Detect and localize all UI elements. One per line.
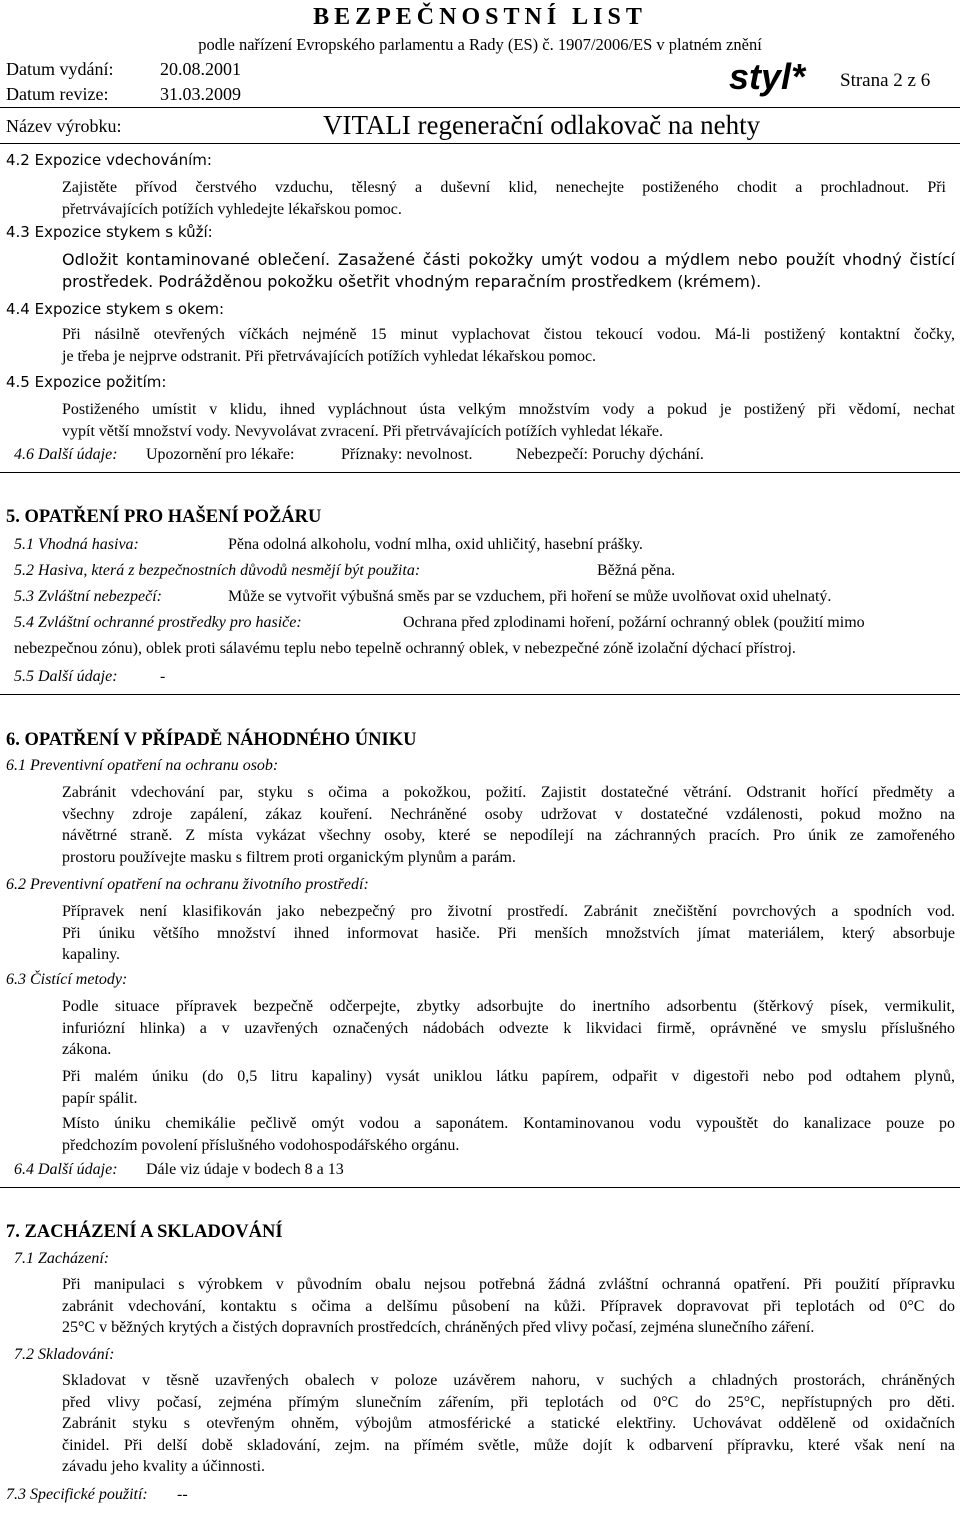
- text-4-3: Odložit kontaminované oblečení. Zasažené části pokožky umýt vodou a mýdlem nebo použít vhodný čistící prostředek. Podrážděnou pokožku ošetřit vhodným reparačním prostředkem (krémem).: [62, 250, 955, 291]
- product-name-label: Název výrobku:: [6, 116, 122, 136]
- value-5-5: -: [160, 668, 166, 685]
- heading-7-1: 7.1 Zacházení:: [14, 1250, 110, 1267]
- revision-date-value: 31.03.2009: [160, 84, 241, 104]
- product-name: VITALI regenerační odlakovač na nehty: [323, 110, 761, 140]
- heading-7-2: 7.2 Skladování:: [14, 1346, 115, 1363]
- section-divider: [0, 694, 960, 695]
- heading-4-5: 4.5 Expozice požitím:: [6, 373, 167, 391]
- text-4-5: Postiženého umístit v klidu, ihned vypláchnout ústa velkým množstvím vody a pokud je postižený při vědomí, nechat vypít větší množství vody. Nevyvolávat zvracení. Při přetrvávajících potížích vyhledat lékaře.: [62, 401, 955, 440]
- heading-4-2: 4.2 Expozice vdechováním:: [6, 151, 212, 169]
- heading-5-1: 5.1 Vhodná hasiva:: [14, 536, 139, 553]
- text-6-3-method: Podle situace přípravek bezpečně odčerpejte, zbytky adsorbujte do inertního adsorbentu (štěrkový písek, vermikulit, infuriózní hlinka) a v uzavřených označených nádobách odvezte k likvidaci firmě, oprávněné ve smyslu příslušného zákona.: [62, 998, 955, 1058]
- value-4-6-danger: Nebezpečí: Poruchy dýchání.: [516, 446, 704, 463]
- value-5-4-second-line: nebezpečnou zónu), oblek proti sálavému teplu nebo tepelně ochranný oblek, v nebezpečné zóně izolační dýchací přístroj.: [14, 640, 796, 657]
- text-6-1: Zabránit vdechování par, styku s očima a pokožkou, požití. Zajistit dostatečné větrání. Odstranit hořící předměty a všechny zdroje zapálení, zákaz kouření. Nechráněné osoby udržovat v dostatečné vzdálenosti, pokud možno na návětrné straně. Z místa vykázat všechny osoby, které se nepodílejí na záchranných pracích. Pro únik ze zamořeného prostoru používejte masku s filtrem proti organickým plynům a parám.: [62, 784, 955, 866]
- text-6-3-small-spill: Při malém úniku (do 0,5 litru kapaliny) vysát uniklou látku papírem, odpařit v digestoři nebo pod odtahem plynů, papír spálit.: [62, 1068, 955, 1107]
- heading-6-2: 6.2 Preventivní opatření na ochranu životního prostředí:: [6, 876, 369, 893]
- heading-4-4: 4.4 Expozice stykem s okem:: [6, 300, 225, 318]
- heading-6-4: 6.4 Další údaje:: [14, 1161, 118, 1178]
- page-indicator: Strana 2 z 6: [840, 70, 931, 91]
- value-5-3: Může se vytvořit výbušná směs par se vzduchem, při hoření se může uvolňovat oxid uhelnatý.: [228, 588, 832, 605]
- issue-date-label: Datum vydání:: [6, 59, 114, 79]
- value-5-1: Pěna odolná alkoholu, vodní mlha, oxid uhličitý, hasební prášky.: [228, 536, 643, 553]
- section-divider: [0, 472, 960, 473]
- heading-5-2: 5.2 Hasiva, která z bezpečnostních důvodů nesmějí být použita:: [14, 562, 421, 579]
- text-7-1: Při manipulaci s výrobkem v původním obalu nejsou potřebná žádná zvláštní ochranná opatření. Při použití přípravku zabránit vdechování, kontaktu s očima a delšímu působení na kůži. Přípravek dopravovat při teplotách od 0°C do 25°C v běžných krytých a čistých dopravních prostředcích, chráněných před vlivy počasí, zejména slunečního záření.: [62, 1276, 955, 1336]
- document-title: BEZPEČNOSTNÍ LIST: [313, 4, 647, 30]
- header-divider: [0, 107, 960, 108]
- heading-4-6: 4.6 Další údaje:: [14, 446, 118, 463]
- value-4-6-symptoms: Příznaky: nevolnost.: [341, 446, 473, 463]
- heading-5-5: 5.5 Další údaje:: [14, 668, 118, 685]
- value-4-6-note: Upozornění pro lékaře:: [146, 446, 295, 463]
- section-divider: [0, 1187, 960, 1188]
- document-subtitle: podle nařízení Evropského parlamentu a Rady (ES) č. 1907/2006/ES v platném znění: [198, 35, 762, 54]
- value-5-4-first-line: Ochrana před zplodinami hoření, požární ochranný oblek (použití mimo: [403, 614, 865, 631]
- text-7-2: Skladovat v těsně uzavřených obalech v poloze uzávěrem nahoru, v suchých a chladných prostorách, chráněných před vlivy počasí, zejména přímým slunečním zářením, při teplotách od 0°C do 25°C, nepřístupných pro děti. Zabránit styku s otevřeným ohněm, výbojům atmosférické a statické elektřiny. Uchovávat odděleně od oxidačních činidel. Při delší době skladování, zejm. na přímém světle, může dojít k odbarvení přípravku, které však není na závadu jeho kvality a účinnosti.: [62, 1372, 955, 1475]
- text-4-4: Při násilně otevřených víčkách nejméně 15 minut vyplachovat čistou tekoucí vodou. Má-li postižený kontaktní čočky, je třeba je nejprve odstranit. Při přetrvávajících potížích vyhledat lékařskou pomoc.: [62, 326, 955, 365]
- section-5-title: 5. OPATŘENÍ PRO HAŠENÍ POŽÁRU: [6, 507, 322, 527]
- header-bottom-divider: [0, 143, 960, 144]
- text-4-2: Zajistěte přívod čerstvého vzduchu, tělesný a duševní klid, nenechejte postiženého chodit a prochladnout. Při přetrvávajících potížích vyhledejte lékařskou pomoc.: [62, 179, 946, 218]
- issue-date-value: 20.08.2001: [160, 59, 241, 79]
- heading-5-4: 5.4 Zvláštní ochranné prostředky pro hasiče:: [14, 614, 302, 631]
- value-7-3: --: [177, 1486, 188, 1503]
- heading-7-3: 7.3 Specifické použití:: [6, 1486, 148, 1503]
- value-6-4: Dále viz údaje v bodech 8 a 13: [146, 1161, 344, 1178]
- heading-5-3: 5.3 Zvláštní nebezpečí:: [14, 588, 162, 605]
- section-7-title: 7. ZACHÁZENÍ A SKLADOVÁNÍ: [6, 1222, 283, 1242]
- heading-6-3: 6.3 Čistící metody:: [6, 971, 128, 988]
- value-5-2: Běžná pěna.: [597, 562, 676, 579]
- logo-text: styl*: [729, 56, 806, 97]
- text-6-2: Přípravek není klasifikován jako nebezpečný pro životní prostředí. Zabránit znečištění povrchových a spodních vod. Při úniku většího množství ihned informovat hasiče. Při menších množstvích jímat materiálem, který absorbuje kapaliny.: [62, 903, 955, 963]
- heading-6-1: 6.1 Preventivní opatření na ochranu osob:: [6, 757, 279, 774]
- heading-4-3: 4.3 Expozice stykem s kůží:: [6, 223, 213, 241]
- revision-date-label: Datum revize:: [6, 84, 109, 104]
- section-6-title: 6. OPATŘENÍ V PŘÍPADĚ NÁHODNÉHO ÚNIKU: [6, 730, 417, 750]
- text-6-3-cleanup: Místo úniku chemikálie pečlivě omýt vodou a saponátem. Kontaminovanou vodu vypouštět do kanalizace pouze po předchozím povolení příslušného vodohospodářského orgánu.: [62, 1115, 955, 1154]
- company-logo: [727, 56, 815, 100]
